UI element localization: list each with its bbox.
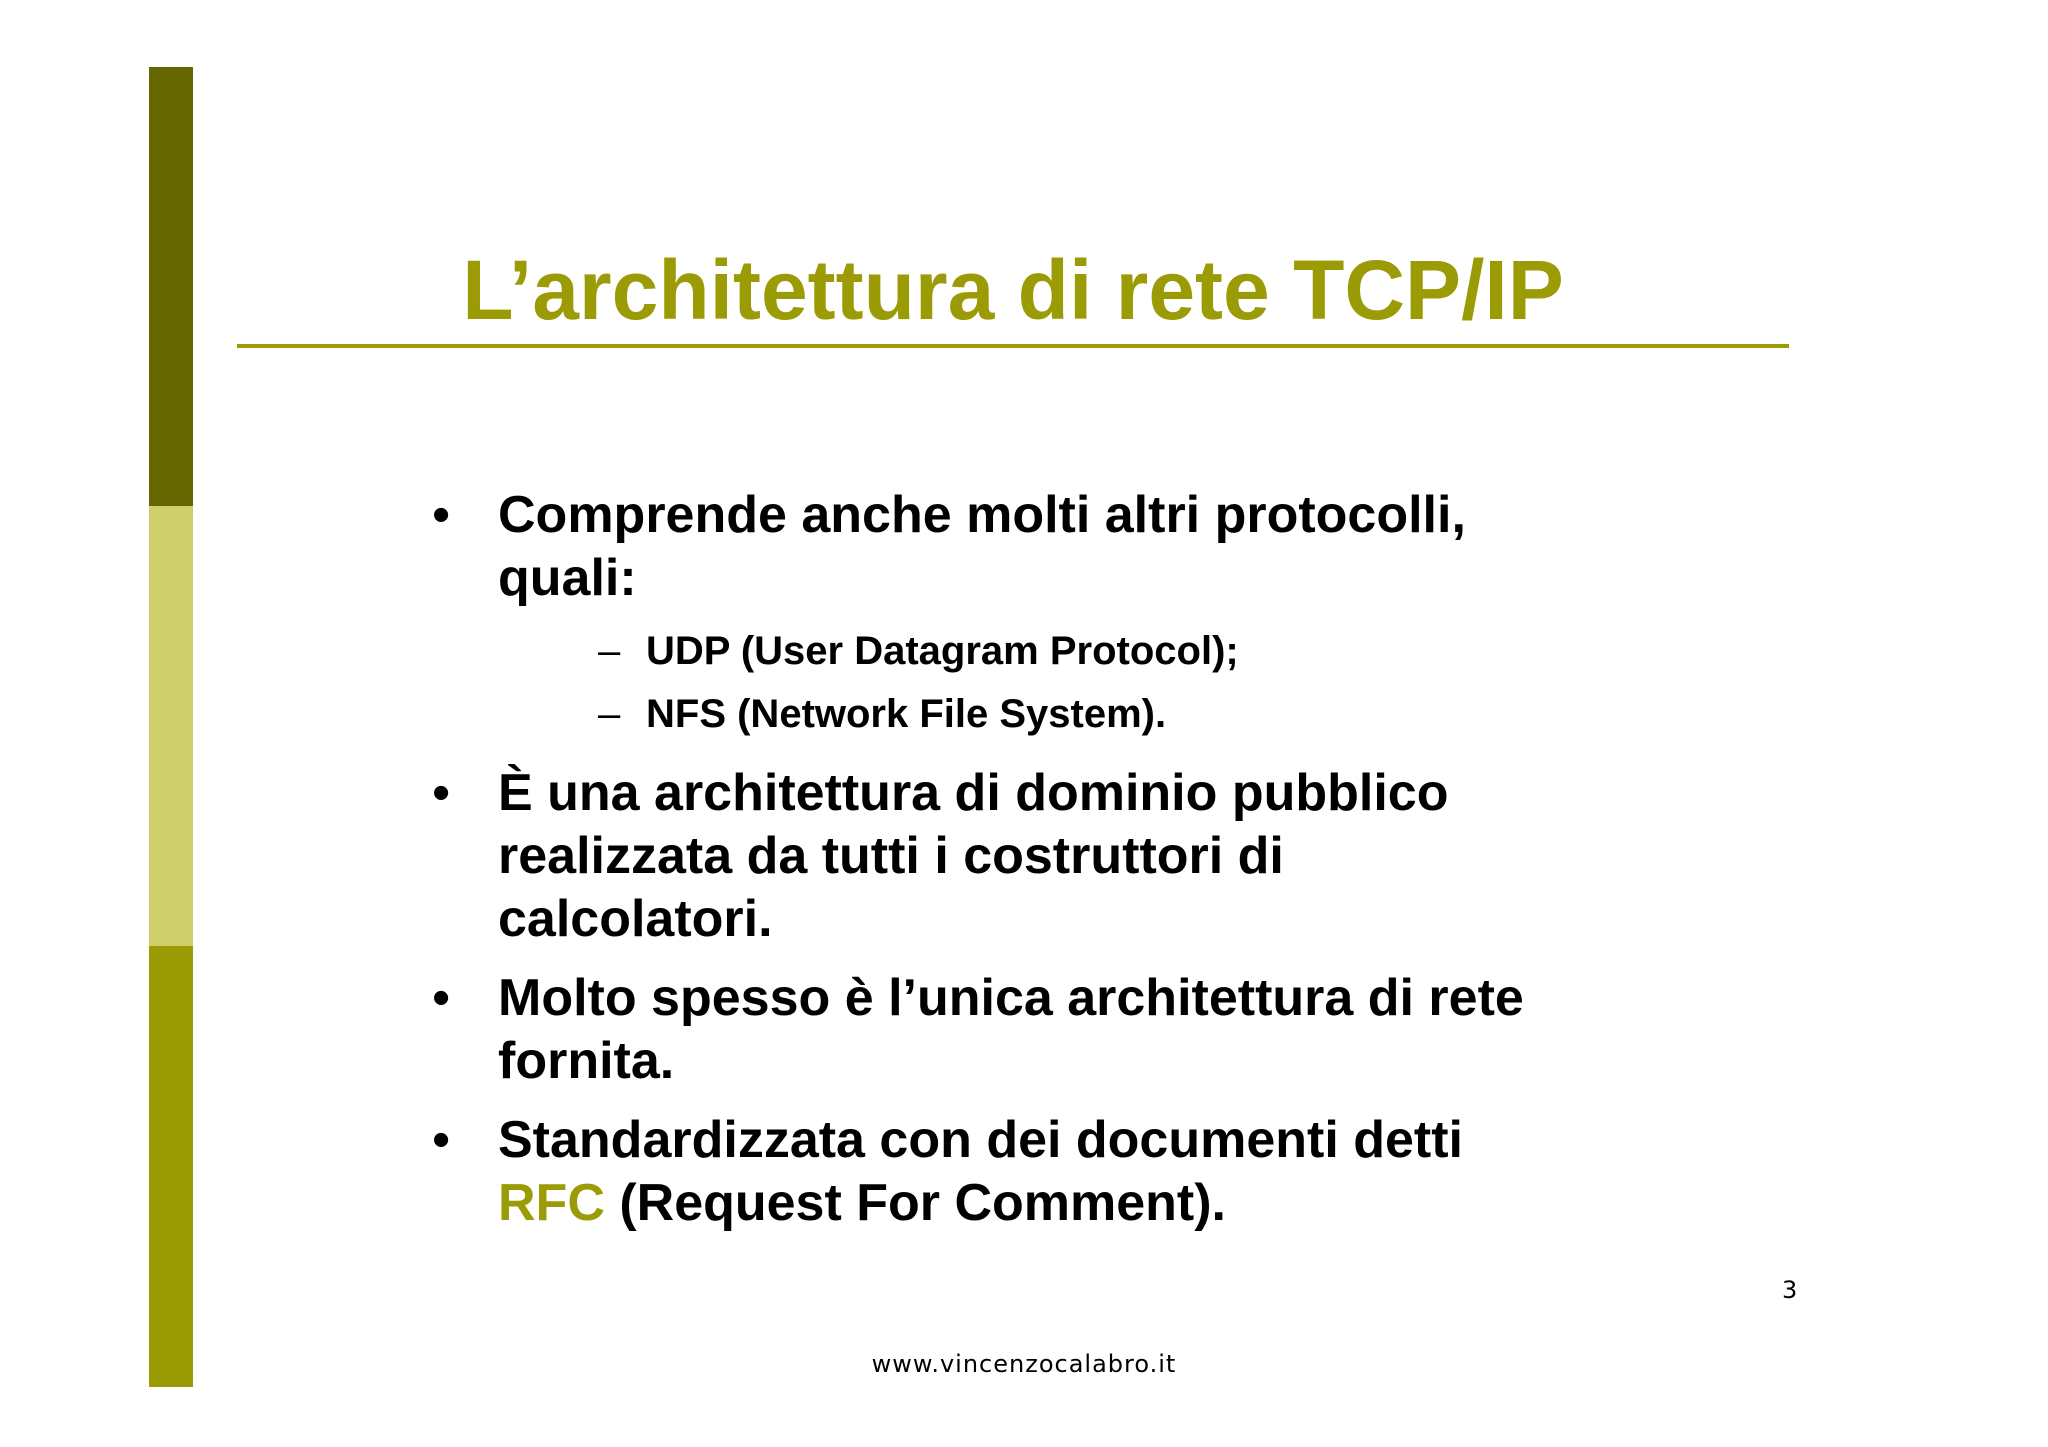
rfc-highlight: RFC <box>498 1174 605 1232</box>
sidebar-segment-middle <box>149 506 193 946</box>
bullet-marker: • <box>432 1111 451 1169</box>
sub-marker: – <box>598 629 621 673</box>
bullet-line: fornita. <box>498 1032 675 1090</box>
sub-item-text: UDP (User Datagram Protocol); <box>646 629 1239 673</box>
sub-item <box>498 683 1732 746</box>
bullet-item <box>432 484 1732 746</box>
bullet-line-rest: (Request For Comment). <box>604 1174 1227 1232</box>
sidebar-decoration <box>149 67 193 1387</box>
sub-list <box>498 620 1732 746</box>
bullet-marker: • <box>432 764 451 822</box>
sub-item-text: NFS (Network File System). <box>646 692 1167 736</box>
bullet-line: È una architettura di dominio pubblico <box>498 764 1449 822</box>
bullet-item <box>432 762 1732 951</box>
bullet-line: Standardizzata con dei documenti detti <box>498 1111 1463 1169</box>
bullet-item <box>432 1109 1732 1235</box>
bullet-line: quali: <box>498 549 637 607</box>
bullet-line: calcolatori. <box>498 890 773 948</box>
footer-url: www.vincenzocalabro.it <box>871 1350 1177 1378</box>
bullet-line <box>498 1172 1732 1235</box>
title-underline <box>237 344 1789 348</box>
sidebar-segment-bottom <box>149 946 193 1387</box>
bullet-line: Comprende anche molti altri protocolli, <box>498 486 1466 544</box>
bullet-marker: • <box>432 486 451 544</box>
slide-title: L’architettura di rete TCP/IP <box>462 243 1564 337</box>
sub-item <box>498 620 1732 683</box>
sub-marker: – <box>598 692 621 736</box>
bullet-marker: • <box>432 969 451 1027</box>
slide-content <box>432 484 1732 1251</box>
sidebar-segment-top <box>149 67 193 506</box>
bullet-line: Molto spesso è l’unica architettura di rete <box>498 969 1524 1027</box>
page-number: 3 <box>1782 1276 1798 1304</box>
bullet-line: realizzata da tutti i costruttori di <box>498 827 1284 885</box>
bullet-item <box>432 967 1732 1093</box>
